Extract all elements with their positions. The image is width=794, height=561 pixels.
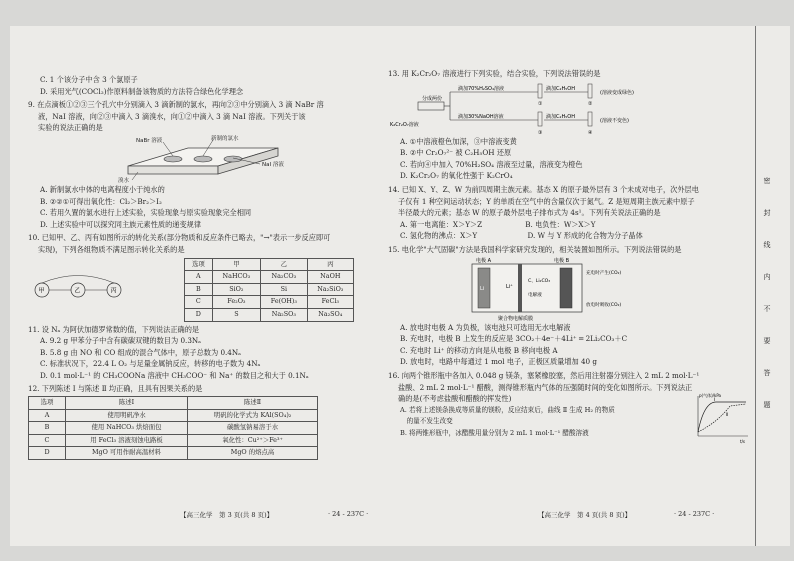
q10-col-bing: 丙 [307,258,353,271]
node-bing: 丙 [110,287,117,295]
label-split: 分成两份 [422,95,443,102]
seal-char: 封 [763,209,771,217]
tube-3: ③ [538,129,543,136]
q11-stem: 11. 设 Nₐ 为阿伏加德罗常数的值，下列说法正确的是 [28,324,200,334]
page-4-number: 【高三化学 第 4 页(共 8 页)】 [538,511,632,519]
page-3 [28,74,373,460]
q16-option-b: B. 将两锥形瓶中，冰醋酸用量分别为 2 mL 1 mol·L⁻¹ 醋酸溶液 [400,428,589,437]
q16-line-3: 确的是(不考虑盐酸和醋酸的挥发性) [398,394,512,404]
q15-figure [388,256,688,322]
tube-4: ④ [588,129,593,136]
table-row [29,447,318,460]
q10-table-header [185,258,354,271]
q8-option-d: D. 采用光气(COCl₂)作原料制备该物质的方法符合绿色化学理念 [40,86,244,96]
label-nabr: NaBr 溶液 [136,137,163,144]
exam-code: · 24 - 237C · [674,510,715,518]
cell: 碳酸氢钠易溶于水 [188,422,318,435]
table-row [185,296,354,309]
node-jia: 甲 [38,287,45,295]
label-electrode-b: 电极 B [554,257,570,264]
curve-2-label: Ⅱ [726,412,729,418]
page-3-footer [180,510,273,519]
q16-line-2: 盐酸、2 mL 2 mol·L⁻¹ 醋酸，测得锥形瓶内气体的压强随时间的变化如图所示。下列说法正 [398,382,693,392]
page-3-number: 【高三化学 第 3 页(共 8 页)】 [180,511,274,519]
q14-options-ab: A. 第一电离能：X＞Y＞Z B. 电负性：W＞X＞Y [400,219,596,229]
spot-plate-drawing [28,134,373,184]
q12-table [28,396,318,460]
cell: Na₂SO₃ [261,308,307,321]
cell: MgO 可用作耐高温材料 [66,447,188,460]
q12-col-statement-1: 陈述Ⅰ [66,397,188,410]
label-add-h2so4: 滴加70%H₂SO₄溶液 [458,85,504,92]
q9-option-c: C. 若用久置的氯水进行上述实验，实验现象与原实验现象完全相同 [40,208,252,218]
q16-block [388,370,745,444]
battery-diagram [388,256,688,322]
label-co2-absorb: 放电时吸收(CO₂) [586,302,622,308]
cell: NaOH [307,271,353,284]
q13-figure [388,80,688,136]
seal-char: 答 [763,369,771,377]
label-electrode-a: 电极 A [476,257,492,264]
q10-line-1: 10. 已知甲、乙、丙有如图所示的转化关系(部分物质和反应条件已略去，"→"表示一步反应即可 [28,233,331,243]
cell: 使用 NaHCO₃ 烘焙面包 [66,422,188,435]
q15-option-d: D. 放电时，电路中每通过 1 mol 电子，正极区质量增加 40 g [400,357,598,367]
cell: 明矾的化学式为 KAl(SO₄)₂ [188,409,318,422]
cell: A [185,271,213,284]
label-c-li2co3: C、Li₂CO₃ [528,278,551,284]
q12-stem: 12. 下列陈述 Ⅰ 与陈述 Ⅱ 均正确，且具有因果关系的是 [28,384,203,394]
label-k2cr2o7: K₂Cr₂O₇溶液 [390,121,419,128]
node-yi: 乙 [74,287,81,295]
q9-option-b: B. ②②①可得出氧化性：Cl₂＞Br₂＞I₂ [40,196,162,206]
q12-col-statement-2: 陈述Ⅱ [188,397,318,410]
label-nai: NaI 溶液 [262,161,284,168]
label-li: Li [480,285,485,292]
q13-flow-diagram [388,80,688,136]
q9-option-d: D. 上述实验中可以探究同主族元素性质的递变规律 [40,219,202,229]
graph-xlabel: t/s [740,438,745,444]
seal-char: 要 [763,337,771,345]
q9-option-a: A. 新制氯水中体的电离程度小于纯水的 [40,184,165,194]
pressure-time-graph [690,392,750,444]
q10-cycle-diagram [28,270,128,310]
q14-line-1: 14. 已知 X、Y、Z、W 为前四周期主族元素。基态 X 的原子最外层有 3 个未成对电子，次外层电 [388,184,699,194]
cell: 使用明矾净水 [66,409,188,422]
q9-line-1: 9. 在点滴板①②③三个孔穴中分别滴入 3 滴新制的氯水，再向②③中分别滴入 3 滴 NaBr 溶 [28,100,324,110]
label-add-ethanol-2: 滴加C₂H₅OH [546,113,575,120]
label-bromine-water: 溴水 [118,177,130,184]
q12-table-header [29,397,318,410]
q13-option-a: A. ①中溶液橙色加深，③中溶液变黄 [400,136,517,146]
q13-option-d: D. K₂Cr₂O₇ 的氧化性强于 K₂CrO₄ [400,171,513,181]
table-row [185,283,354,296]
cell: S [212,308,260,321]
label-green: (溶液变成绿色) [600,89,634,96]
label-add-naoh: 滴加30%NaOH溶液 [458,113,504,120]
q16-option-a: A. 若将上述镁条换成等质量的镁粉，反应结束后，曲线 Ⅱ 生成 H₂ 的物质 [400,405,615,414]
cell: Fe(OH)₃ [261,296,307,309]
exam-sheet [10,26,790,546]
graph-ylabel: p(气体)/kPa [699,392,722,398]
label-membrane: 聚合物电解质膜 [498,315,534,322]
page-4-footer [538,510,631,519]
q14-line-2: 子仅有 1 种空间运动状态；Y 的单质在空气中的含量仅次于氮气。Z 是短周期主族元素中原子 [398,196,695,206]
seal-char: 内 [763,273,771,281]
q10-col-yi: 乙 [261,258,307,271]
label-li-ion: Li⁺ [506,283,513,290]
q13-stem: 13. 用 K₂Cr₂O₇ 溶液进行下列实验，结合实验，下列说法错误的是 [388,69,601,78]
cell: D [29,447,66,460]
exam-code: · 24 - 237C · [328,510,369,518]
cell: FeCl₃ [307,296,353,309]
tube-1: ① [538,100,543,107]
table-row [185,308,354,321]
cell: B [29,422,66,435]
table-row [29,409,318,422]
q8-option-c: C. 1 个该分子中含 3 个氯原子 [40,75,138,84]
cell: MgO 的熔点高 [188,447,318,460]
cell: Si [261,283,307,296]
q16-option-a-cont: 的量不发生改变 [400,417,453,426]
cell: NaHCO₃ [212,271,260,284]
label-chlorine-water: 新制的氯水 [211,135,239,142]
table-row [29,422,318,435]
seal-char: 密 [763,177,771,185]
q15-option-a: A. 放电时电极 A 为负极，该电池只可选用无水电解液 [400,322,571,332]
tube-2: ② [588,100,593,107]
cell: B [185,283,213,296]
page-3-code [328,510,368,518]
seal-char: 题 [763,401,771,409]
curve-1-label: Ⅰ [714,397,716,403]
cell: Na₂CO₃ [261,271,307,284]
cell: SiO₂ [212,283,260,296]
q10-line-2: 实现)，下列各组物质不满足图示转化关系的是 [38,244,185,254]
cell: 用 FeCl₃ 溶液刻蚀电路板 [66,434,188,447]
q11-option-d: D. 0.1 mol·L⁻¹ 的 CH₃COONa 溶液中 CH₃COO⁻ 和 Na⁺ 的数目之和大于 0.1Nₐ [40,370,309,380]
page-4 [388,68,745,444]
label-co2-release: 充电时产生(CO₂) [586,270,622,276]
q11-option-b: B. 5.8 g 由 NO 和 CO 组成的混合气体中，原子总数为 0.4Nₐ [40,347,241,357]
q13-option-c: C. 若向④中加入 70%H₂SO₄ 溶液至过量，溶液变为橙色 [400,159,583,169]
cell: C [185,296,213,309]
cell: Na₂SO₄ [307,308,353,321]
spot-plate-figure [28,134,373,184]
q10-table [184,258,354,322]
cell: C [29,434,66,447]
table-row [29,434,318,447]
table-row [185,271,354,284]
q10-col-option: 选项 [185,258,213,271]
q11-option-a: A. 9.2 g 甲苯分子中含有碳碳双键的数目为 0.3Nₐ [40,336,201,346]
seal-char: 不 [763,305,771,313]
page-4-code [674,510,714,518]
q9-line-2: 液，NaI 溶液，向②③中滴入 3 滴溴水，向①②中滴入 3 滴 NaI 溶液。下列关于该 [38,111,306,121]
label-electrolyte: 电解液 [528,292,542,298]
q15-option-b: B. 充电时，电极 B 上发生的反应是 3CO₂＋4e⁻＋4Li⁺ ═ 2Li₂CO₃＋C [400,334,628,344]
q14-options-cd: C. 氢化物的沸点：X＞Y D. W 与 Y 形成的化合物为分子晶体 [400,231,643,241]
cell: A [29,409,66,422]
seal-line-strip [755,26,778,546]
label-no-change: (溶液不变色) [600,117,629,124]
q9-line-3: 实验的说法正确的是 [38,123,103,133]
q10-figure-row [28,258,373,322]
q16-line-1: 16. 向两个锥形瓶中各加入 0.048 g 镁条，塞紧橡胶塞，然后用注射器分别注入 2 mL 2 mol·L⁻¹ [388,370,700,380]
q14-line-3: 半径最大的元素；基态 W 的原子最外层电子排布式为 4s¹。下列有关说法正确的是 [398,208,661,218]
q13-option-b: B. ②中 Cr₂O₇²⁻ 被 C₂H₅OH 还原 [400,148,512,158]
label-add-ethanol-1: 滴加C₂H₅OH [546,85,575,92]
q11-option-c: C. 标准状况下，22.4 L O₂ 与足量金属钠反应，转移的电子数为 4Nₐ [40,359,261,369]
q12-col-option: 选项 [29,397,66,410]
q15-option-c: C. 充电时 Li⁺ 的移动方向是从电极 B 移向电极 A [400,345,558,355]
seal-char: 线 [763,241,771,249]
q15-stem: 15. 电化学"大气固碳"方法是我国科学家研究发现的，相关装置如图所示。下列说法错误的是 [388,244,682,254]
q10-col-jia: 甲 [212,258,260,271]
cell: D [185,308,213,321]
cell: Fe₂O₃ [212,296,260,309]
cell: 氧化性：Cu²⁺＞Fe³⁺ [188,434,318,447]
cell: Na₂SiO₃ [307,283,353,296]
